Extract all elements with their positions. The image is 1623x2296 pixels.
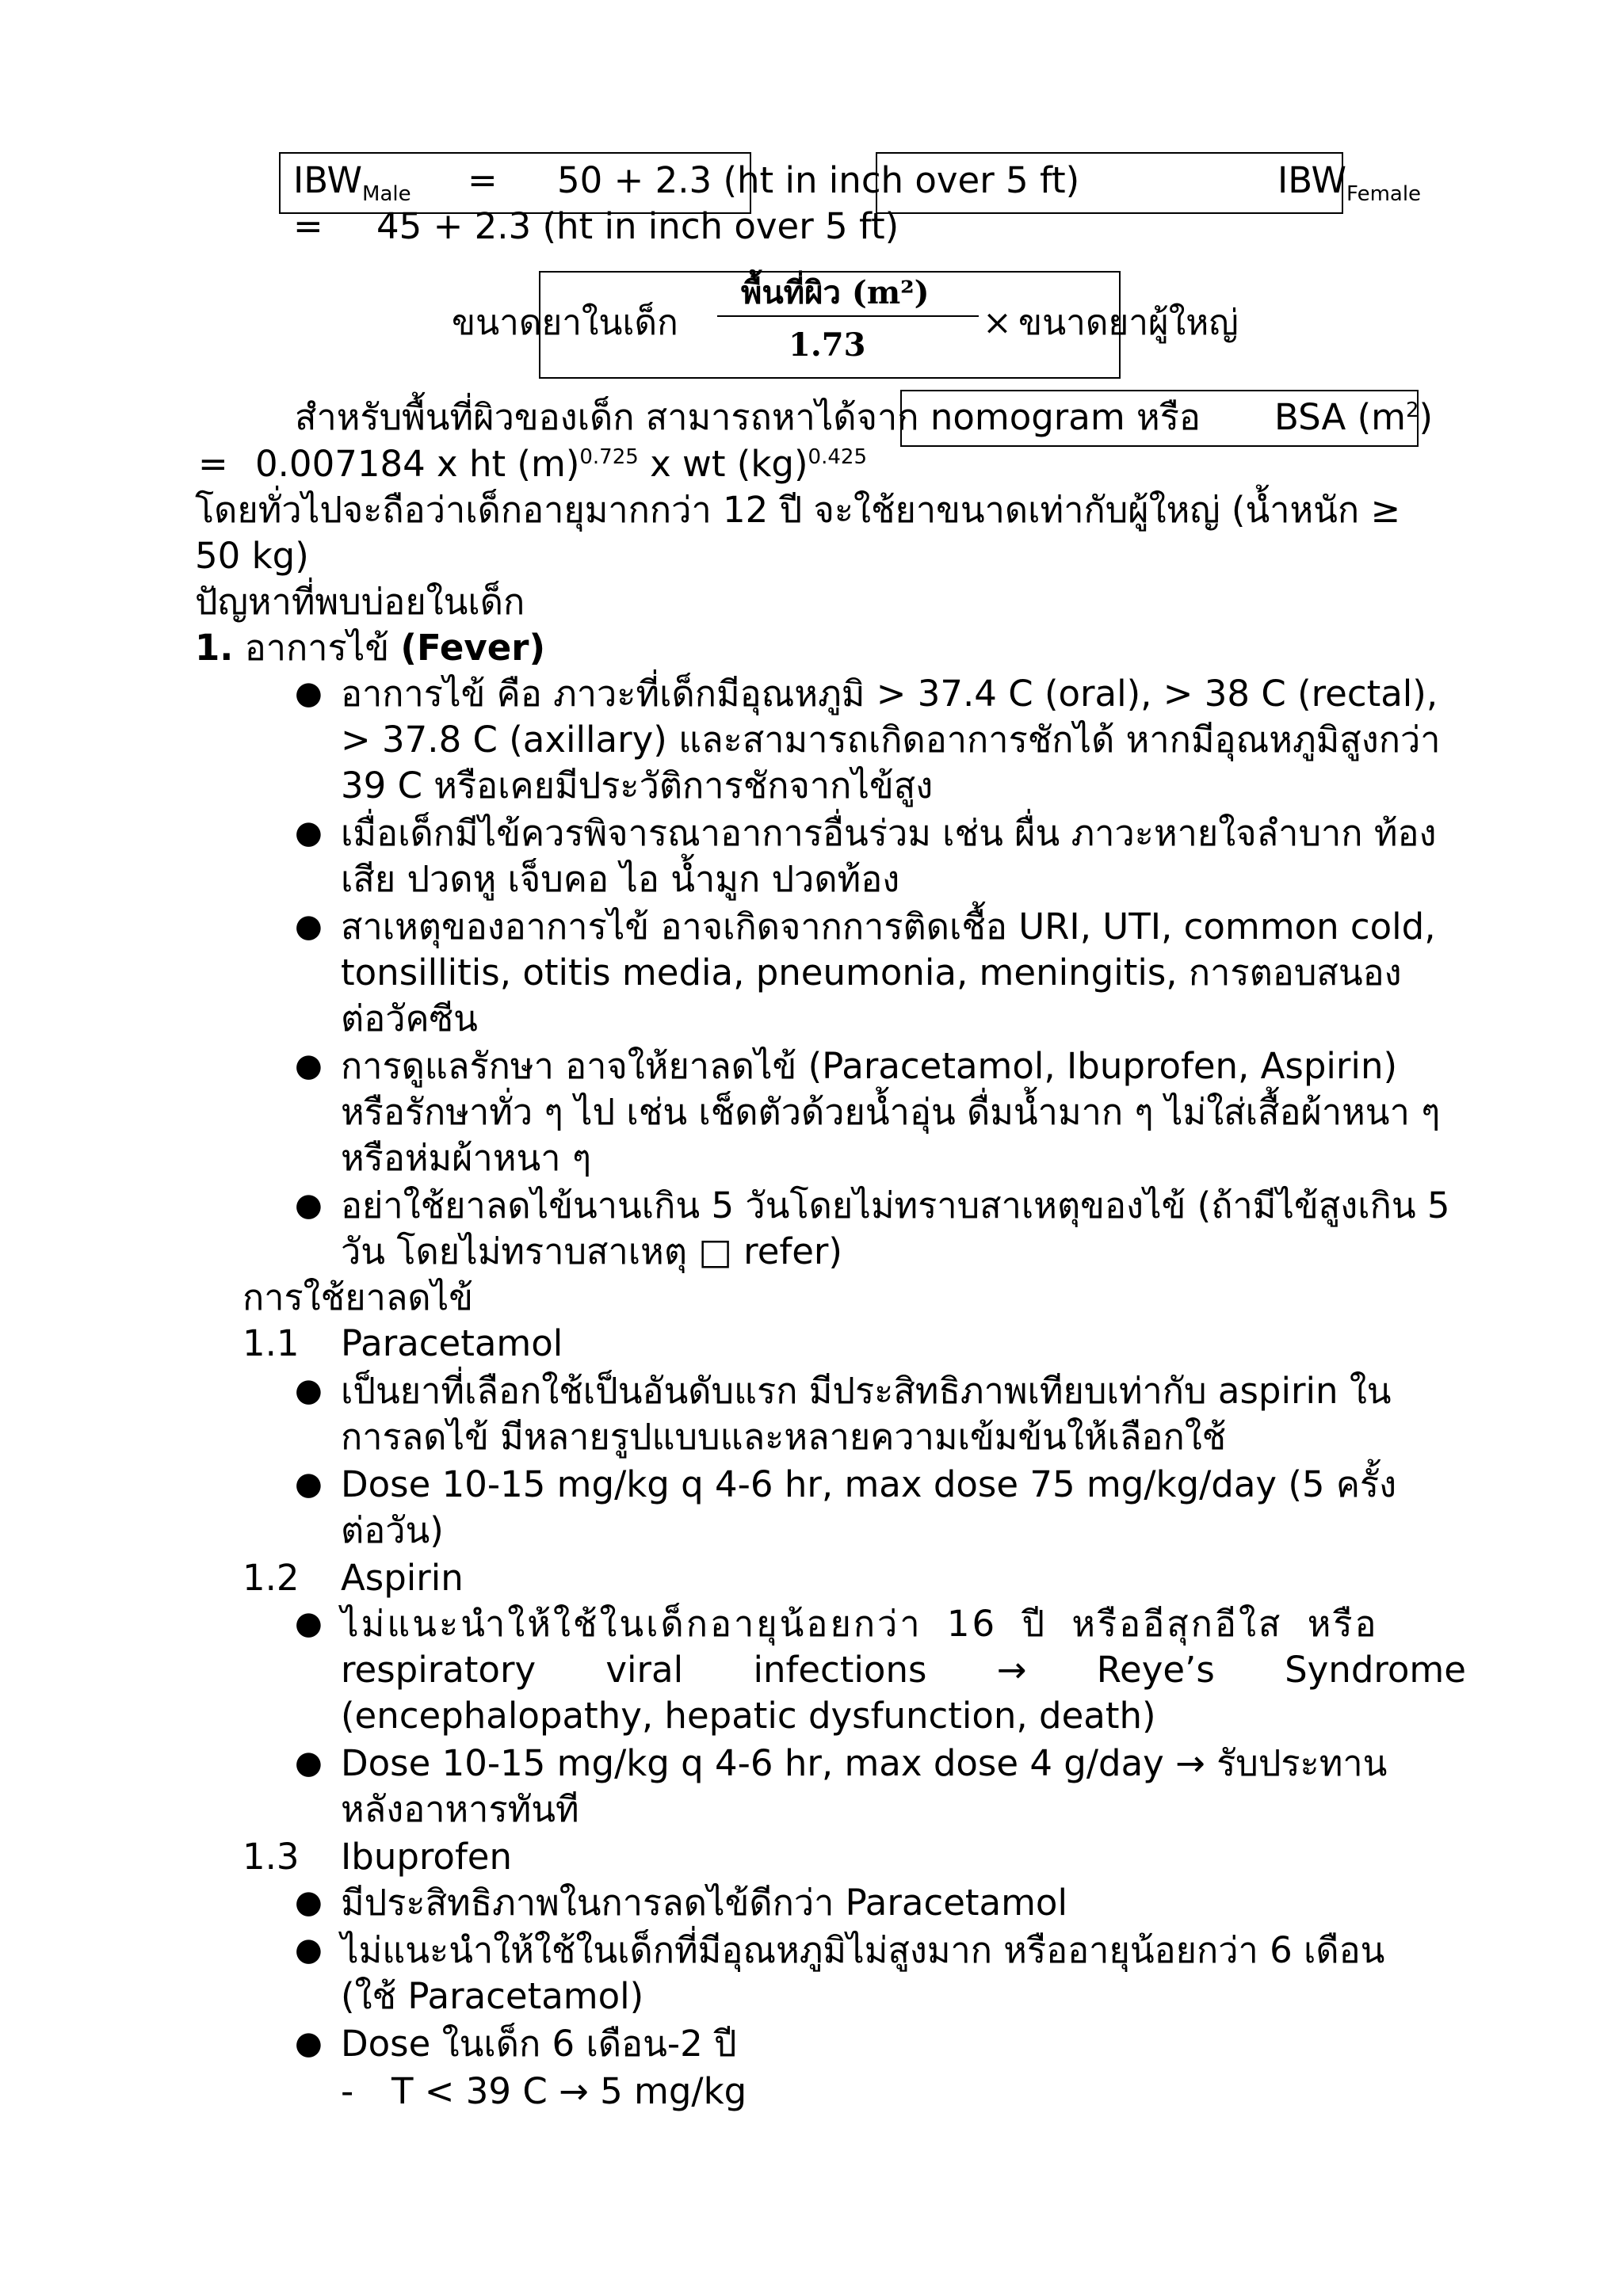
bullet-marker: ● xyxy=(295,1745,323,1781)
bullet-marker: ● xyxy=(295,1932,323,1968)
aspirin-word: → xyxy=(996,1649,1027,1691)
aspirin-word: infections xyxy=(753,1649,927,1691)
antipyretics-heading: การใช้ยาลดไข้ xyxy=(242,1276,474,1318)
bsa-formula xyxy=(255,441,867,487)
paracetamol-num: 1.1 xyxy=(242,1322,300,1364)
fever-title-thai: อาการไข้ xyxy=(244,627,390,669)
paracetamol-b2-l1: Dose 10-15 mg/kg q 4-6 hr, max dose 75 mg/kg/day (5 ครั้ง xyxy=(341,1463,1397,1505)
bullet-marker: ● xyxy=(295,675,323,711)
ibuprofen-b1: มีประสิทธิภาพในการลดไข้ดีกว่า Paracetamol xyxy=(341,1882,1067,1924)
child-dose-numerator: พื้นที่ผิว (m²) xyxy=(741,274,930,311)
fever-number: 1. xyxy=(195,627,234,669)
ibw-male-expr: 50 + 2.3 (ht in inch over 5 ft) xyxy=(557,159,1080,201)
bullet-marker: ● xyxy=(295,1187,323,1223)
fever-b4-l3: หรือห่มผ้าหนา ๆ xyxy=(341,1137,591,1179)
bsa-label-text: BSA (m xyxy=(1274,396,1406,438)
fever-b1-l1: อาการไข้ คือ ภาวะที่เด็กมีอุณหภูมิ > 37.4 C (oral), > 38 C (rectal), xyxy=(341,673,1438,715)
bullet-marker: ● xyxy=(295,1466,323,1502)
bullet-marker: ● xyxy=(295,814,323,851)
bullet-marker: ● xyxy=(295,1372,323,1409)
bsa-exp1: 0.725 xyxy=(579,445,639,469)
aspirin-num: 1.2 xyxy=(242,1557,300,1599)
ibuprofen-b3: Dose ในเด็ก 6 เดือน-2 ปี xyxy=(341,2023,737,2065)
bullet-marker: ● xyxy=(295,1047,323,1084)
fever-b5-l1: อย่าใช้ยาลดไข้นานเกิน 5 วันโดยไม่ทราบสาเหตุของไข้ (ถ้ามีไข้สูงเกิน 5 xyxy=(341,1184,1450,1226)
fever-b2-l1: เมื่อเด็กมีไข้ควรพิจารณาอาการอื่นร่วม เช่น ผื่น ภาวะหายใจลำบาก ท้อง xyxy=(341,812,1437,854)
bsa-eq: = xyxy=(198,443,228,485)
aspirin-b1-l2 xyxy=(341,1646,1466,1693)
bsa-sup: 2 xyxy=(1405,399,1419,422)
child-dose-fraction-bar xyxy=(717,315,979,317)
fever-b4-l1: การดูแลรักษา อาจให้ยาลดไข้ (Paracetamol, Ibuprofen, Aspirin) xyxy=(341,1045,1398,1087)
ibw-male-formula xyxy=(293,157,411,204)
aspirin-b1-l3: (encephalopathy, hepatic dysfunction, death) xyxy=(341,1695,1156,1737)
bullet-marker: ● xyxy=(295,1884,323,1920)
paracetamol-b1-l1: เป็นยาที่เลือกใช้เป็นอันดับแรก มีประสิทธิภาพเทียบเท่ากับ aspirin ใน xyxy=(341,1370,1392,1412)
aspirin-b2-l1: Dose 10-15 mg/kg q 4-6 hr, max dose 4 g/day → รับประทาน xyxy=(341,1742,1388,1784)
aspirin-name: Aspirin xyxy=(341,1557,464,1599)
ibw-male-sub: Male xyxy=(362,182,411,206)
child-dose-denominator: 1.73 xyxy=(789,326,866,364)
ibuprofen-name: Ibuprofen xyxy=(341,1836,513,1878)
aspirin-word: viral xyxy=(605,1649,684,1691)
child-dose-times: × xyxy=(983,303,1012,343)
common-problems-heading: ปัญหาที่พบบ่อยในเด็ก xyxy=(195,581,525,623)
ibw-male-label: IBW xyxy=(293,159,363,201)
aspirin-b1-l1: ไม่แนะนำให้ใช้ในเด็กอายุน้อยกว่า 16 ปี หรืออีสุกอีใส หรือ xyxy=(341,1603,1379,1645)
ibw-female-formula xyxy=(1277,157,1421,204)
child-dose-right: ขนาดยาผู้ใหญ่ xyxy=(1018,303,1239,343)
ibw-female-sub: Female xyxy=(1346,182,1422,206)
ibuprofen-num: 1.3 xyxy=(242,1836,300,1878)
ibw-female-expr: 45 + 2.3 (ht in inch over 5 ft) xyxy=(376,205,899,247)
aspirin-word: Syndrome xyxy=(1285,1649,1466,1691)
ibw-female-label: IBW xyxy=(1277,159,1347,201)
paracetamol-b1-l2: การลดไข้ มีหลายรูปแบบและหลายความเข้มข้นให้เลือกใช้ xyxy=(341,1416,1227,1458)
child-dose-left: ขนาดยาในเด็ก xyxy=(452,303,678,343)
ibw-male-eq: = xyxy=(468,159,498,201)
fever-b2-l2: เสีย ปวดหู เจ็บคอ ไอ น้ำมูก ปวดท้อง xyxy=(341,858,900,900)
adult-dose-line2: 50 kg) xyxy=(195,535,309,577)
fever-b4-l2: หรือรักษาทั่ว ๆ ไป เช่น เช็ดตัวด้วยน้ำอุ่น ดื่มน้ำมาก ๆ ไม่ใส่เสื้อผ้าหนา ๆ xyxy=(341,1091,1441,1133)
bullet-marker: ● xyxy=(295,2025,323,2061)
bsa-intro: สำหรับพื้นที่ผิวของเด็ก สามารถหาได้จาก nomogram หรือ xyxy=(295,396,1201,438)
fever-heading xyxy=(195,624,545,671)
bullet-marker: ● xyxy=(295,1605,323,1642)
fever-b3-l2: tonsillitis, otitis media, pneumonia, meningitis, การตอบสนอง xyxy=(341,952,1402,994)
bsa-label xyxy=(1274,394,1433,441)
bullet-marker: ● xyxy=(295,908,323,944)
fever-b1-l2: > 37.8 C (axillary) และสามารถเกิดอาการชักได้ หากมีอุณหภูมิสูงกว่า xyxy=(341,719,1441,761)
bsa-part1: 0.007184 x ht (m) xyxy=(255,443,580,485)
ibuprofen-b2-l1: ไม่แนะนำให้ใช้ในเด็กที่มีอุณหภูมิไม่สูงมาก หรืออายุน้อยกว่า 6 เดือน xyxy=(341,1929,1385,1971)
paracetamol-name: Paracetamol xyxy=(341,1322,563,1364)
ibuprofen-sub1: T < 39 C → 5 mg/kg xyxy=(391,2070,747,2112)
fever-b3-l1: สาเหตุของอาการไข้ อาจเกิดจากการติดเชื้อ URI, UTI, common cold, xyxy=(341,906,1436,948)
ibw-female-eq: = xyxy=(293,205,323,247)
ibuprofen-dash: - xyxy=(341,2070,354,2112)
fever-b5-l2: วัน โดยไม่ทราบสาเหตุ □ refer) xyxy=(341,1230,842,1272)
aspirin-word: respiratory xyxy=(341,1649,537,1691)
fever-title-en: (Fever) xyxy=(400,627,546,669)
adult-dose-line1: โดยทั่วไปจะถือว่าเด็กอายุมากกว่า 12 ปี จะใช้ยาขนาดเท่ากับผู้ใหญ่ (น้ำหนัก ≥ xyxy=(195,489,1401,531)
aspirin-word: Reye’s xyxy=(1096,1649,1215,1691)
aspirin-b2-l2: หลังอาหารทันที xyxy=(341,1788,579,1830)
bsa-exp2: 0.425 xyxy=(808,445,867,469)
bsa-close: ) xyxy=(1419,396,1434,438)
fever-b3-l3: ต่อวัคซีน xyxy=(341,997,478,1039)
bsa-part2: x wt (kg) xyxy=(638,443,808,485)
ibuprofen-b2-l2: (ใช้ Paracetamol) xyxy=(341,1975,644,2017)
fever-b1-l3: 39 C หรือเคยมีประวัติการชักจากไข้สูง xyxy=(341,765,934,807)
paracetamol-b2-l2: ต่อวัน) xyxy=(341,1509,444,1551)
